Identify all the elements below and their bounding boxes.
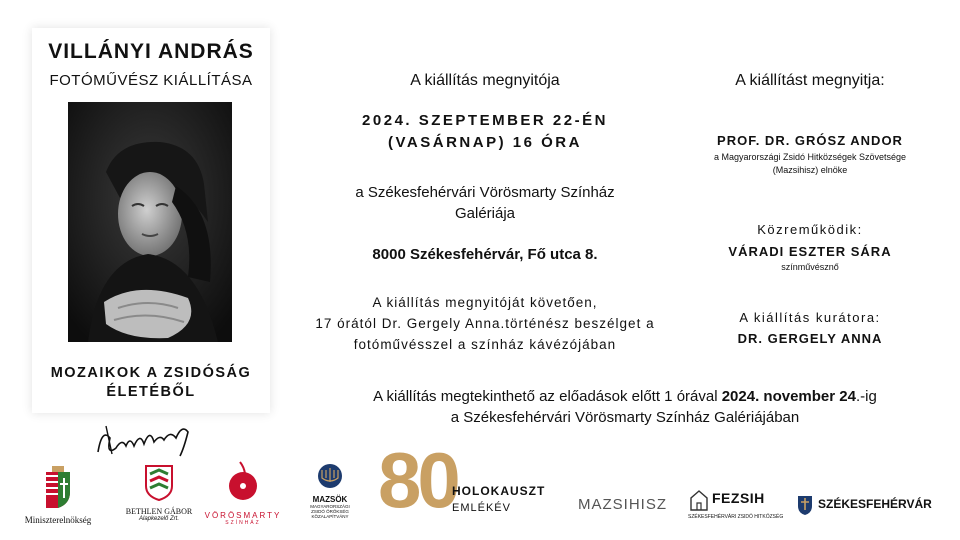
logo-5-label-b: EMLÉKÉV: [452, 502, 511, 514]
viewing-info: [300, 386, 950, 428]
artist-signature: [92, 418, 202, 468]
menorah-icon: [296, 462, 364, 490]
logo-2-label-a: BETHLEN GÁBOR: [125, 507, 193, 516]
logo-1-label: Miniszterelnökség: [24, 515, 92, 525]
logo-8-label: SZÉKESFEHÉRVÁR: [818, 497, 932, 511]
logo-mazsok: [296, 462, 364, 519]
bethlen-shield-icon: [122, 464, 196, 502]
logo-vorosmarty: [200, 458, 286, 526]
logo-4-label-d: KÖZALAPÍTVÁNY: [311, 514, 349, 519]
date-line2: (VASÁRNAP) 16 ÓRA: [388, 134, 582, 151]
logo-holokauszt-80: [378, 436, 578, 530]
logo-3-label-b: SZÍNHÁZ: [225, 520, 261, 526]
opening-date: [300, 110, 670, 154]
viewing-end-date: 2024. november 24: [721, 388, 856, 405]
after-opening-text: [300, 292, 670, 355]
opener-role-line2: (Mazsihisz) elnöke: [772, 165, 848, 175]
series-title-line1: MOZAIKOK A ZSIDÓSÁG: [50, 365, 252, 381]
series-title: [32, 364, 270, 402]
curator-title: A kiállítás kurátora:: [739, 310, 881, 325]
logo-4-label-c: ZSIDÓ ÖRÖKSÉG: [311, 509, 349, 514]
logo-2-label-b: Alapkezelő Zrt.: [138, 516, 180, 522]
after-line1: A kiállítás megnyitóját követően,: [372, 295, 598, 310]
series-title-line2: ÉLETÉBŐL: [106, 384, 196, 400]
viewing-line1-suffix: .-ig: [855, 388, 877, 405]
address: 8000 Székesfehérvár, Fő utca 8.: [372, 246, 598, 263]
opener-name: PROF. DR. GRÓSZ ANDOR: [717, 133, 903, 148]
logo-mazsihisz: MAZSIHISZ: [578, 496, 668, 513]
contributor-role: színművésznő: [781, 262, 839, 272]
viewing-line2: a Székesfehérvári Vörösmarty Színház Galériájában: [450, 409, 800, 426]
logo-7-label-b: SZÉKESFEHÉRVÁRI ZSIDÓ HITKÖZSÉG: [688, 514, 784, 520]
after-line2: 17 órától Dr. Gergely Anna.történész beszélget a: [315, 316, 655, 331]
logo-3-label-a: VÖRÖSMARTY: [204, 511, 282, 520]
curator-name: DR. GERGELY ANNA: [737, 331, 883, 346]
venue-line1: a Székesfehérvári Vörösmarty Színház: [355, 184, 615, 201]
hungarian-coat-of-arms-icon: [6, 464, 110, 510]
logo-4-label-a: MAZSÖK: [312, 495, 348, 504]
exhibition-subtitle: FOTÓMŰVÉSZ KIÁLLÍTÁSA: [49, 72, 253, 89]
logo-7-label-a: FEZSIH: [712, 490, 765, 506]
opener-title: A kiállítást megnyitja:: [735, 72, 885, 89]
venue-line2: Galériája: [454, 205, 516, 222]
vorosmarty-quill-icon: [200, 458, 286, 508]
city-crest-icon: [796, 494, 814, 516]
viewing-line1-text: A kiállítás megtekinthető az előadások előtt 1 órával: [373, 388, 722, 405]
portrait-photo: [68, 102, 232, 342]
logo-miniszterelnokseg: [6, 464, 110, 525]
contributor-name: VÁRADI ESZTER SÁRA: [728, 244, 892, 259]
opening-title: A kiállítás megnyitója: [410, 72, 560, 89]
viewing-line1: [300, 386, 950, 407]
date-line1: 2024. SZEPTEMBER 22-ÉN: [362, 112, 608, 129]
logo-4-label-b: MAGYARORSZÁGI: [310, 504, 350, 509]
opener-role-line1: a Magyarországi Zsidó Hitközségek Szövetsége: [713, 152, 907, 162]
logo-80-number: 80: [378, 436, 457, 524]
logo-5-label-a: HOLOKAUSZT: [452, 484, 546, 498]
opener-role: [690, 151, 930, 177]
contributor-title: Közreműködik:: [757, 222, 863, 237]
synagogue-icon: [688, 488, 710, 512]
logo-bethlen-gabor: [122, 464, 196, 522]
venue: [300, 182, 670, 224]
after-line3: fotóművésszel a színház kávézójában: [353, 337, 617, 352]
artist-name: VILLÁNYI ANDRÁS: [48, 40, 254, 63]
